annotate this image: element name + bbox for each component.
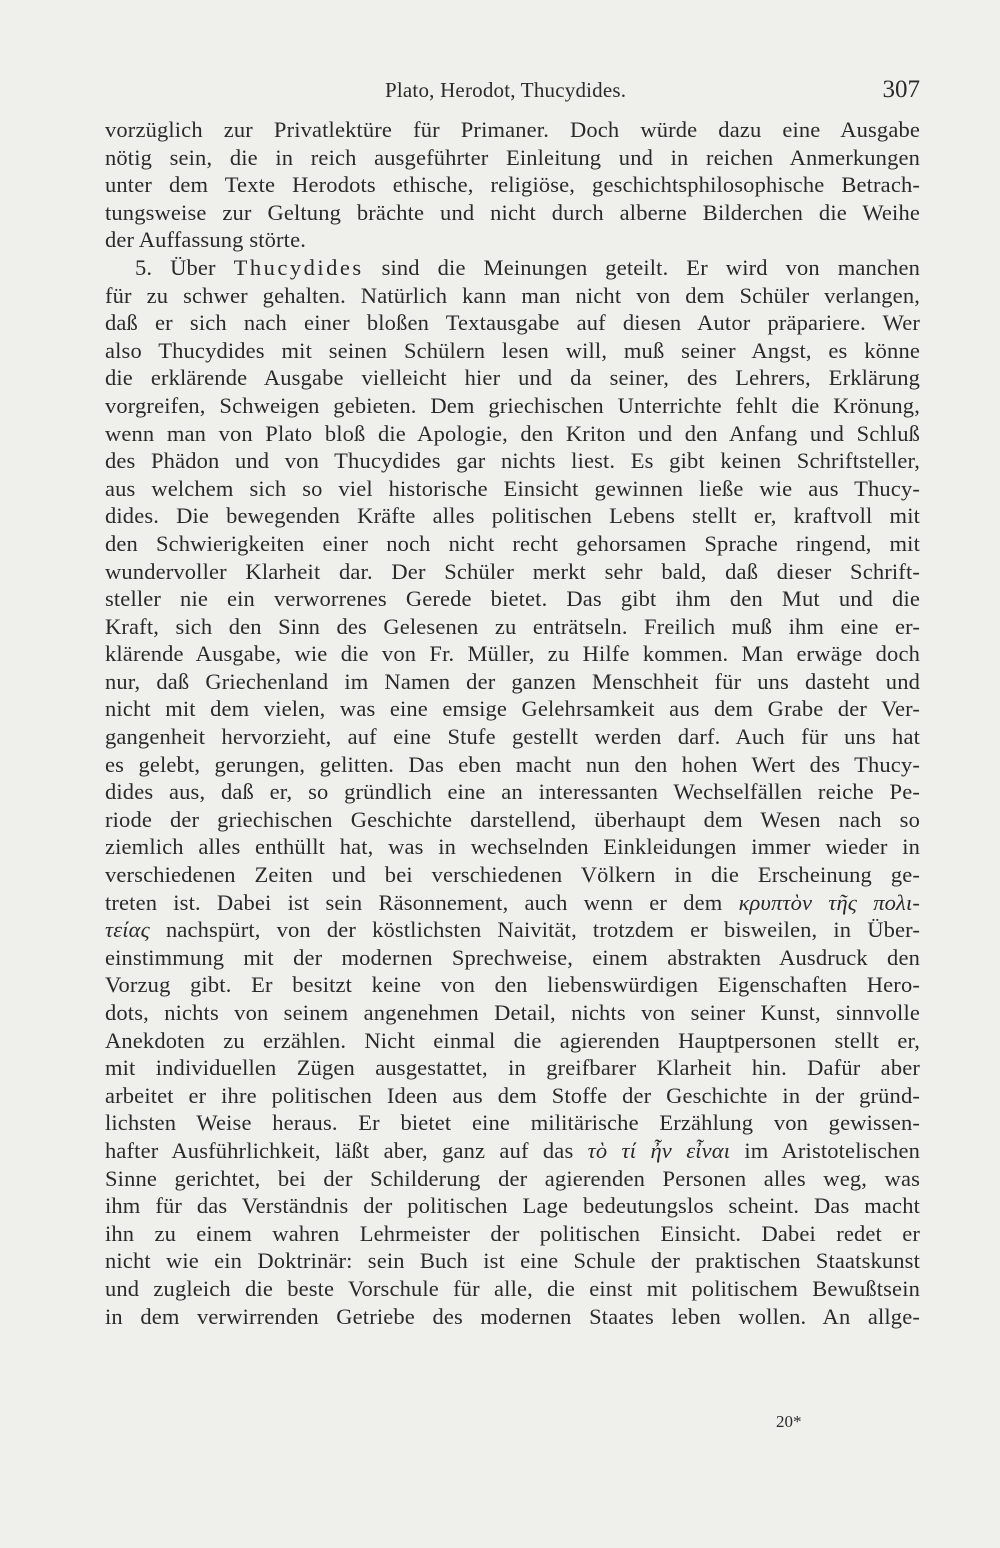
text-line: Anekdoten zu erzählen. Nicht einmal die agierenden Hauptpersonen stellt er, <box>105 1027 920 1053</box>
text-line: steller nie ein verworrenes Gerede bietet. Das gibt ihm den Mut und die <box>105 586 920 612</box>
text-line: gangenheit hervorzieht, auf eine Stufe gestellt werden darf. Auch für uns hat <box>105 724 920 750</box>
text-fragment: treten ist. Dabei ist sein Räsonnement, auch wenn er dem <box>105 889 723 915</box>
text-line: wenn man von Plato bloß die Apologie, den Kriton und den Anfang und Schluß <box>105 420 920 446</box>
text-line: wundervoller Klarheit dar. Der Schüler merkt sehr bald, daß dieser Schrift- <box>105 558 920 584</box>
text-line: dots, nichts von seinem angenehmen Detail, nichts von seiner Kunst, sinnvolle <box>105 1000 920 1025</box>
running-title: Plato, Herodot, Thucydides. <box>385 78 627 102</box>
text-line: ziemlich alles enthüllt hat, was in wechselnden Einkleidungen immer wieder in <box>105 834 920 860</box>
text-line: riode der griechischen Geschichte darstellend, überhaupt dem Wesen nach so <box>105 806 920 832</box>
text-line: und zugleich die beste Vorschule für alle, die einst mit politischem Bewußtsein <box>105 1275 920 1301</box>
text-line: tungsweise zur Geltung brächte und nicht durch alberne Bilderchen die Weihe <box>105 199 920 225</box>
text-fragment: sind die Meinungen geteilt. Er wird von manchen <box>381 254 920 280</box>
page-number: 307 <box>882 76 920 103</box>
text-line: nicht mit dem vielen, was eine emsige Gelehrsamkeit aus dem Grabe der Ver- <box>105 696 920 722</box>
text-line <box>105 889 920 917</box>
text-line: Vorzug gibt. Er besitzt keine von den liebenswürdigen Eigenschaften Hero- <box>105 972 920 998</box>
text-line: klärende Ausgabe, wie die von Fr. Müller, zu Hilfe kommen. Man erwäge doch <box>105 641 920 667</box>
greek-phrase: τείας <box>105 917 150 943</box>
text-line: Sinne gerichtet, bei der Schilderung der agierenden Personen alles weg, was <box>105 1165 920 1191</box>
text-line: unter dem Texte Herodots ethische, religiöse, geschichtsphilosophische Betrach- <box>105 172 920 198</box>
text-line: mit individuellen Zügen ausgestattet, in greifbarer Klarheit hin. Dafür aber <box>105 1055 920 1081</box>
section-number: 5. Über <box>135 254 216 280</box>
text-line: aus welchem sich so viel historische Einsicht gewinnen ließe wie aus Thucy- <box>105 475 920 501</box>
author-name-spaced: Thucydides <box>233 254 364 280</box>
text-line: Kraft, sich den Sinn des Gelesenen zu enträtseln. Freilich muß ihm eine er- <box>105 613 920 639</box>
text-line <box>105 1137 920 1165</box>
text-line: ihm für das Verständnis der politischen Lage bedeutungslos scheint. Das macht <box>105 1193 920 1219</box>
text-line: ihn zu einem wahren Lehrmeister der politischen Einsicht. Dabei redet er <box>105 1220 920 1246</box>
text-line: arbeitet er ihre politischen Ideen aus dem Stoffe der Geschichte in der gründ- <box>105 1082 920 1108</box>
text-fragment: nachspürt, von der köstlichsten Naivität, trotzdem er bisweilen, in Über- <box>165 917 920 943</box>
body-text <box>105 116 920 1330</box>
text-line: des Phädon und von Thucydides gar nichts liest. Es gibt keinen Schriftsteller, <box>105 448 920 474</box>
text-line: lichsten Weise heraus. Er bietet eine militärische Erzählung von gewissen- <box>105 1110 920 1136</box>
text-line: nötig sein, die in reich ausgeführter Einleitung und in reichen Anmerkungen <box>105 144 920 170</box>
text-line: einstimmung mit der modernen Sprechweise, einem abstrakten Ausdruck den <box>105 944 920 970</box>
text-line: den Schwierigkeiten einer noch nicht recht gehorsamen Sprache ringend, mit <box>105 530 920 556</box>
text-line <box>105 254 920 282</box>
text-line: verschiedenen Zeiten und bei verschiedenen Völkern in die Erscheinung ge- <box>105 862 920 888</box>
text-line: dides aus, daß er, so gründlich eine an interessanten Wechselfällen reiche Pe- <box>105 779 920 805</box>
text-line: dides. Die bewegenden Kräfte alles politischen Lebens stellt er, kraftvoll mit <box>105 503 920 529</box>
text-line: daß er sich nach einer bloßen Textausgabe auf diesen Autor präpariere. Wer <box>105 310 920 336</box>
text-line: nicht wie ein Doktrinär: sein Buch ist eine Schule der praktischen Staatskunst <box>105 1248 920 1274</box>
text-fragment: im Aristotelischen <box>744 1137 920 1163</box>
greek-phrase: τὸ τί ἦν εἶναι <box>587 1137 731 1163</box>
text-line: nur, daß Griechenland im Namen der ganzen Menschheit für uns dasteht und <box>105 668 920 694</box>
text-line: es gelebt, gerungen, gelitten. Das eben macht nun den hohen Wert des Thucy- <box>105 751 920 777</box>
text-line <box>105 916 920 944</box>
text-line: in dem verwirrenden Getriebe des modernen Staates leben wollen. An allge- <box>105 1303 920 1329</box>
greek-phrase: κρυπτὸν τῆς πολι- <box>738 889 920 915</box>
text-fragment: hafter Ausführlichkeit, läßt aber, ganz auf das <box>105 1137 574 1163</box>
text-line: vorgreifen, Schweigen gebieten. Dem griechischen Unterrichte fehlt die Krönung, <box>105 392 920 418</box>
text-line: also Thucydides mit seinen Schülern lesen will, muß seiner Angst, es könne <box>105 337 920 363</box>
text-line: vorzüglich zur Privatlektüre für Primaner. Doch würde dazu eine Ausgabe <box>105 117 920 142</box>
running-head <box>105 78 920 108</box>
text-line: der Auffassung störte. <box>105 227 306 253</box>
text-line: die erklärende Ausgabe vielleicht hier und da seiner, des Lehrers, Erklärung <box>105 365 920 391</box>
signature-mark: 20* <box>776 1412 802 1431</box>
text-line: für zu schwer gehalten. Natürlich kann man nicht von dem Schüler verlangen, <box>105 282 920 308</box>
